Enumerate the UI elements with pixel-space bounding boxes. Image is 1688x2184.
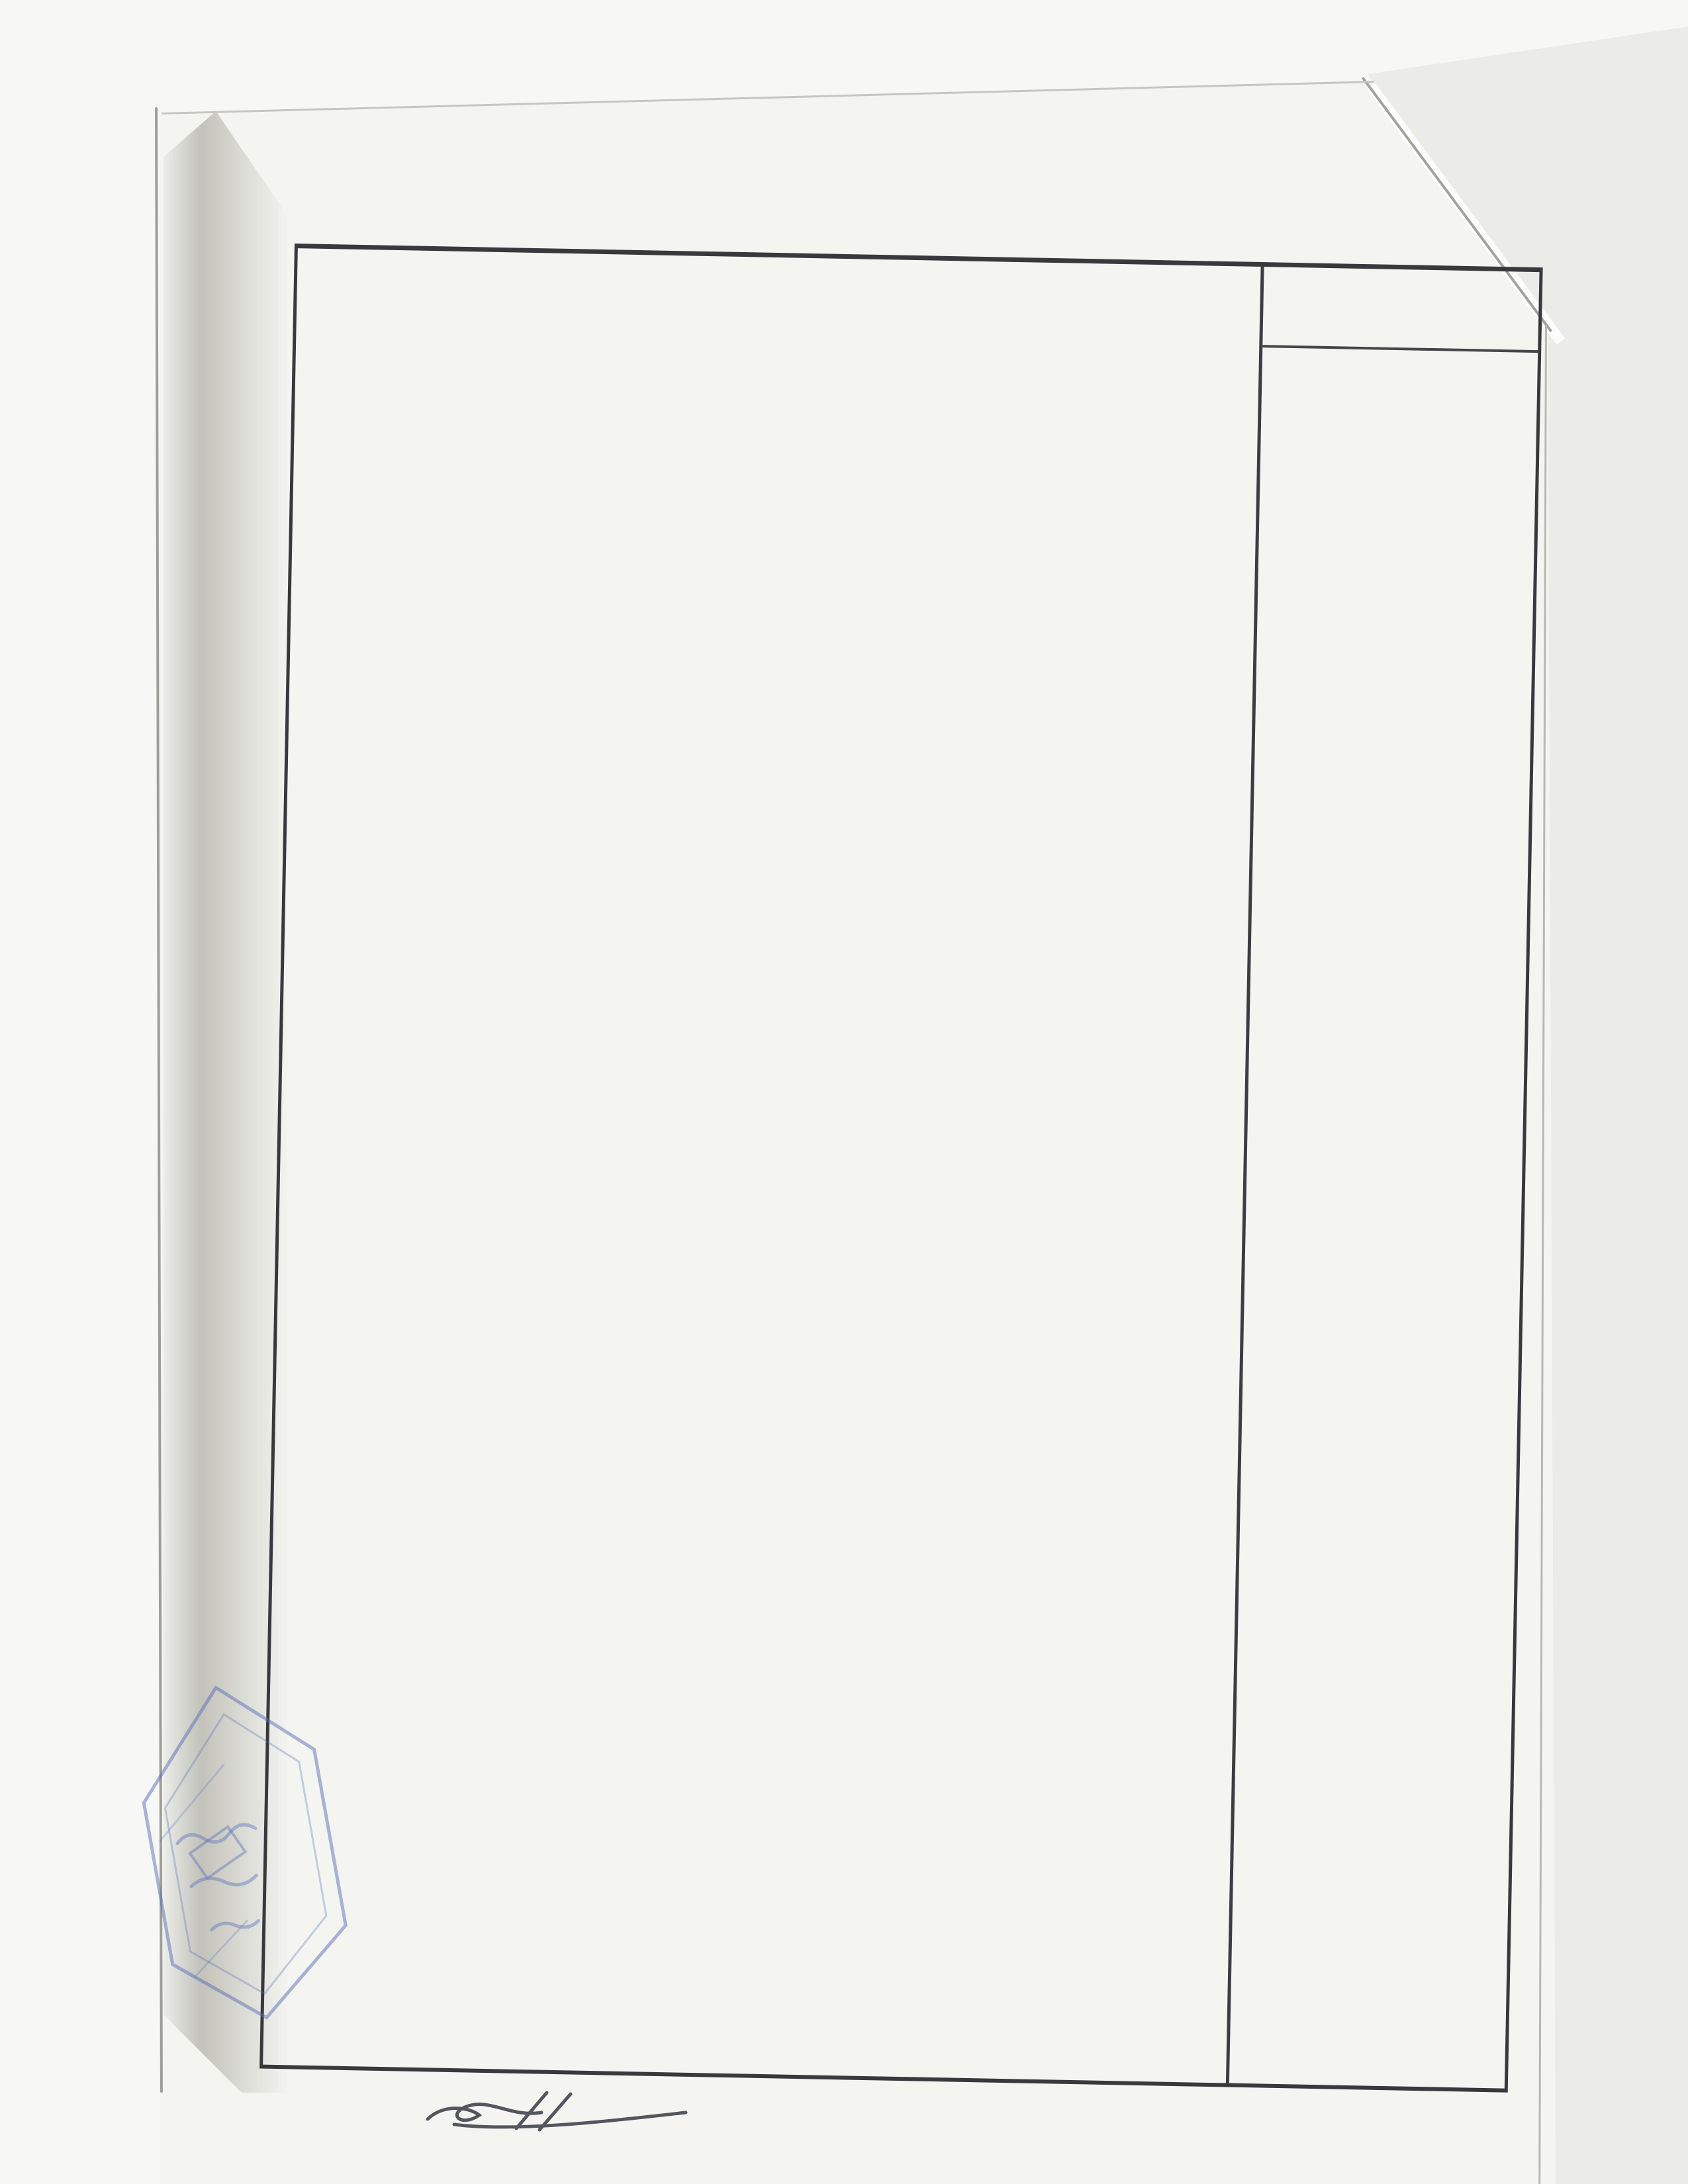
signature-scribble	[416, 2085, 700, 2144]
main-text-column	[263, 248, 1260, 2083]
margin-column	[1229, 267, 1540, 2088]
document-table	[259, 244, 1543, 2093]
margin-header	[1262, 267, 1539, 353]
